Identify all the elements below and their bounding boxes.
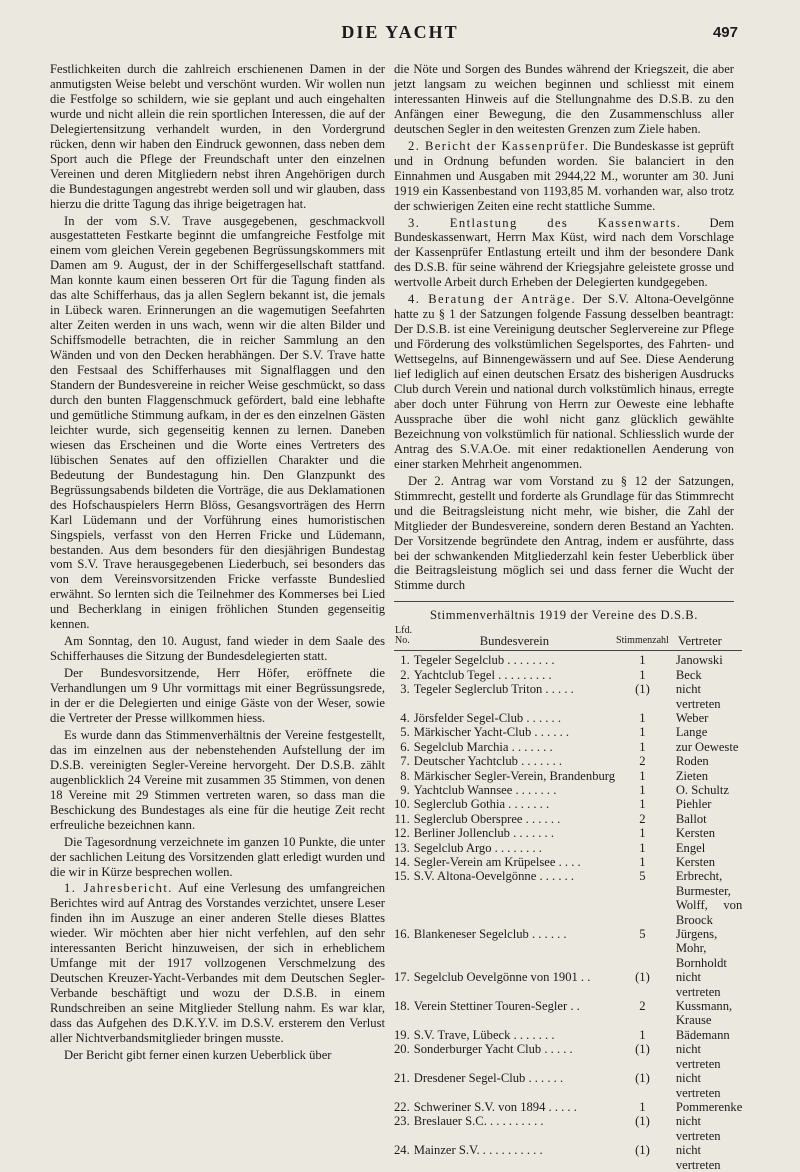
table-row <box>394 754 742 768</box>
vote-count: 1 <box>639 797 646 812</box>
table-row <box>394 855 742 869</box>
club-name: S.V. Altona-Oevelgönne . . . . . . <box>413 869 575 884</box>
paragraph: Es wurde dann das Stimmenverhältnis der Vereine festgestellt, das im einzelnen aus der nebenstehenden Aufstellung der im D.S.B. vereinigten Segler-Vereine hervorgeht. Der D.S.B. zählt augenblicklich 24 Vereine mit zusammen 35 Stimmen, von denen 18 Vereine mit 29 Stimmen vertreten waren, so dass man die Beschickung des Bundestages als eine für die heutige Zeit recht erfreuliche bezeichnen kann. <box>50 727 385 832</box>
vote-table-body <box>394 651 742 1172</box>
paragraph: Die Tagesordnung verzeichnete im ganzen 10 Punkte, die unter der sachlichen Leitung des Vorsitzenden glatt erledigt wurden und die wir in Kürze besprechen wollen. <box>50 834 385 879</box>
agenda-text: Auf eine Verlesung des umfangreichen Berichtes wird auf Antrag des Vorstandes verzichtet, unsere Leser finden ihn im Auszuge an einer anderen Stelle dieses Blattes wieder. Wir möchten aber hier nicht verfehlen, auf den sehr interessanten Bericht hinzuweisen, der sich in erheblichem Umfange mit der 1917 vollzogenen Verschmelzung des Deutschen Kreuzer-Yacht-Verbandes mit dem Deutschen Segler-Verbande beschäftigt und wozu der D.S.B. in einem Rundschreiben an seine Mitglieder Stellung nahm. Es war klar, dass das Aufgehen des D.K.Y.V. im D.S.V. ersterem den Verlust aller Nichtverbandsmitglieder bringen musste. <box>50 881 385 1045</box>
vote-count: 2 <box>639 811 646 826</box>
table-row <box>394 1143 742 1172</box>
row-number: 1. <box>400 653 410 668</box>
vote-count: 1 <box>639 768 646 783</box>
table-row <box>394 812 742 826</box>
club-name: Seglerclub Gothia . . . . . . . <box>413 797 550 812</box>
club-name: Tegeler Seglerclub Triton . . . . . <box>413 682 574 697</box>
representative: Jürgens, Mohr, Bornholdt <box>675 927 727 970</box>
club-name: Blankeneser Segelclub . . . . . . <box>413 927 567 942</box>
vote-count: (1) <box>635 682 650 697</box>
row-number: 13. <box>394 840 410 855</box>
club-name: Deutscher Yachtclub . . . . . . . <box>413 754 563 769</box>
row-number: 18. <box>394 999 410 1014</box>
representative: nicht vertreten <box>675 1071 721 1100</box>
vote-count: 1 <box>639 667 646 682</box>
club-name: Jörsfelder Segel-Club . . . . . . <box>413 710 562 725</box>
table-row <box>394 740 742 754</box>
page-number: 497 <box>712 24 738 41</box>
magazine-title: DIE YACHT <box>341 22 459 42</box>
representative: nicht vertreten <box>675 970 721 999</box>
representative: zur Oeweste <box>675 739 739 754</box>
row-number: 5. <box>400 725 410 740</box>
header-nr: Lfd. No. <box>394 625 414 651</box>
agenda-heading: 1. Jahresbericht. <box>64 881 173 896</box>
paragraph: Der Bericht gibt ferner einen kurzen Ueberblick über <box>64 1047 332 1062</box>
representative: Bädemann <box>675 1027 730 1042</box>
table-row <box>394 841 742 855</box>
vote-count: 1 <box>639 710 646 725</box>
table-row <box>394 725 742 739</box>
row-number: 24. <box>394 1143 410 1158</box>
row-number: 7. <box>400 754 410 769</box>
vote-count: (1) <box>635 1071 650 1086</box>
representative: Engel <box>675 840 706 855</box>
header-representative: Vertreter <box>670 625 742 651</box>
club-name: Berliner Jollenclub . . . . . . . <box>413 826 555 841</box>
club-name: Segler-Verein am Krüpelsee . . . . <box>413 855 581 869</box>
vote-count: 1 <box>639 739 646 754</box>
table-row <box>394 682 742 711</box>
vote-count: (1) <box>635 1042 650 1057</box>
representative: O. Schultz <box>675 782 729 797</box>
representative: Kersten <box>675 855 715 869</box>
agenda-item-3 <box>394 216 734 291</box>
row-number: 4. <box>400 710 410 725</box>
row-number: 14. <box>394 855 410 869</box>
club-name: Verein Stettiner Touren-Segler . . <box>413 999 580 1014</box>
right-column <box>394 62 743 1172</box>
representative: Piehler <box>675 797 712 812</box>
vote-table <box>394 625 742 1172</box>
table-row <box>394 797 742 811</box>
paragraph: die Nöte und Sorgen des Bundes während der Kriegszeit, die aber jetzt langsam zu weichen beginnen und schliesst mit einem interessanten Hinweis auf die Stellungnahme des D.S.B. zu den Anfängen einer Bewegung, die den Zusammenschluss aller deutschen Segler in den weitesten Grenzen zum Ziele haben. <box>394 62 734 136</box>
paragraph: Am Sonntag, den 10. August, fand wieder in dem Saale des Schifferhauses die Sitzung der Bundesdelegierten statt. <box>50 634 385 664</box>
club-name: Tegeler Segelclub . . . . . . . . <box>413 653 555 668</box>
row-number: 10. <box>394 797 410 812</box>
agenda-text: Die Bundeskasse ist geprüft und in Ordnung befunden worden. Sie balanciert in den Einnahmen und Ausgaben mit 2944,22 M., worunter am 30. Juni 1919 ein Kassenbestand von 1193,85 M. vorhanden war, also trotz der schwierigen Zeiten eine recht stattliche Summe. <box>394 138 734 213</box>
club-name: Breslauer S.C. . . . . . . . . . <box>413 1114 544 1129</box>
agenda-item-4 <box>394 292 734 471</box>
row-number: 8. <box>400 768 410 783</box>
table-row <box>394 999 742 1028</box>
vote-count: 2 <box>639 754 646 769</box>
vote-count: (1) <box>635 1114 650 1129</box>
vote-count: 1 <box>639 653 646 668</box>
agenda-text: Dem Bundeskassenwart, Herrn Max Küst, wird nach dem Vorschlage der Kassenprüfer Entlastung erteilt und ihm der besondere Dank des D.S.B. für seine während der Kriegsjahre geleistete grosse und wertvolle Arbeit durch Erheben der Delegierten kundgegeben. <box>394 215 734 290</box>
club-name: Schweriner S.V. von 1894 . . . . . <box>413 1099 577 1114</box>
representative: nicht vertreten <box>675 1042 721 1071</box>
row-number: 12. <box>394 826 410 841</box>
vote-count: 5 <box>639 927 646 942</box>
row-number: 21. <box>394 1071 410 1086</box>
representative: Erbrecht, Burmester, Wolff, von Broock <box>675 869 743 927</box>
table-row <box>394 1071 742 1100</box>
table-row <box>394 783 742 797</box>
club-name: Yachtclub Wannsee . . . . . . . <box>413 782 557 797</box>
row-number: 15. <box>394 869 410 884</box>
club-name: Dresdener Segel-Club . . . . . . <box>413 1071 564 1086</box>
row-number: 3. <box>400 682 410 697</box>
row-number: 20. <box>394 1042 410 1057</box>
vote-count: 1 <box>639 826 646 841</box>
table-row <box>394 826 742 840</box>
table-row <box>394 1028 742 1042</box>
row-number: 19. <box>394 1027 410 1042</box>
vote-count: 1 <box>639 782 646 797</box>
vote-count: 1 <box>639 840 646 855</box>
representative: Pommerenke <box>675 1099 743 1114</box>
club-name: Märkischer Segler-Verein, Brandenburg <box>413 768 616 783</box>
vote-count: 1 <box>639 725 646 740</box>
representative: nicht vertreten <box>675 1114 721 1143</box>
vote-table-title: Stimmenverhältnis 1919 der Vereine des D.S.B. <box>394 601 734 623</box>
representative: Lange <box>675 725 708 740</box>
representative: Janowski <box>675 653 723 668</box>
vote-count: 1 <box>639 855 646 869</box>
club-name: Segelclub Argo . . . . . . . . <box>413 840 542 855</box>
representative: Roden <box>675 754 709 769</box>
row-number: 22. <box>394 1099 410 1114</box>
club-name: Sonderburger Yacht Club . . . . . <box>413 1042 573 1057</box>
representative: Kersten <box>675 826 715 841</box>
agenda-text: Der S.V. Altona-Oevelgönne hatte zu § 1 der Satzungen folgende Fassung desselben beantragt: Der D.S.B. ist eine Vereinigung deutscher Seglervereine zur Pflege und Förderung des volkstümlichen Segelsportes, des Fahrten- und Wettsegelns, auf Binnengewässern und auf See. Diese Aenderung lief lediglich auf einen deutschen Ersatz des bisherigen Ausdrucks Club durch Verein und national durch volkstümlich hinaus, erregte aber doch unter Führung von Herrn zur Oeweste eine lebhafte Aussprache über die wohl nicht ganz glücklich gewählte Bezeichnung von volkstümlich für national. Schliesslich wurde der Antrag des S.V.A.Oe. mit einer redaktionellen Aenderung von einer starken Mehrheit angenommen. <box>394 292 735 471</box>
club-name: Segelclub Marchia . . . . . . . <box>413 739 553 754</box>
row-number: 9. <box>400 782 410 797</box>
table-row <box>394 769 742 783</box>
vote-count: 1 <box>639 1027 646 1042</box>
table-row <box>394 927 742 970</box>
header-club: Bundesverein <box>414 625 615 651</box>
paragraph: Der Bundesvorsitzende, Herr Höfer, eröffnete die Verhandlungen um 9 Uhr vormittags mit einer Begrüssungsrede, in der er die Delegierten und einige Gäste von der Weser, sowie die Vertreter der Presse willkommen hiess. <box>50 666 385 725</box>
row-number: 16. <box>394 927 410 942</box>
representative: Zieten <box>675 768 708 783</box>
row-number: 2. <box>400 667 410 682</box>
agenda-heading: 4. Beratung der Anträge. <box>408 292 577 307</box>
paragraph: Festlichkeiten durch die zahlreich erschienenen Damen in der anmutigsten Weise belebt und verschönt wurden. Wir wollen nun die Festfolge so schildern, wie sie geplant und auch eingehalten wurde und nicht allein die rein sportlichen Interessen, die auf der Delegiertensitzung verhandelt wurden, in den Vordergrund rücken, denn wir haben den Eindruck gewonnen, dass neben dem Sport auch die Pflege der Freundschaft unter den einzelnen Vereinen und deren Mitgliedern nebst ihren Angehörigen durch die Bundestagungen angestrebt werden soll und wir glauben, dass hierzu die dritte Tagung das ihrige beigetragen hat. <box>50 62 385 211</box>
club-name: Mainzer S.V. . . . . . . . . . . <box>413 1143 543 1158</box>
table-row <box>394 668 742 682</box>
row-number: 17. <box>394 970 410 985</box>
vote-count: 2 <box>639 999 646 1014</box>
agenda-item-2 <box>394 139 734 214</box>
page-header <box>0 18 800 48</box>
club-name: S.V. Trave, Lübeck . . . . . . . <box>413 1027 555 1042</box>
table-row <box>394 1100 742 1114</box>
vote-table-header <box>394 625 742 651</box>
representative: nicht vertreten <box>675 1143 721 1172</box>
header-votes: Stimmenzahl <box>615 625 670 651</box>
agenda-heading: 3. Entlastung des Kassenwarts. <box>408 215 682 230</box>
table-row <box>394 970 742 999</box>
vote-count: (1) <box>635 1143 650 1158</box>
representative: Ballot <box>675 811 707 826</box>
representative: Weber <box>675 710 709 725</box>
left-column <box>50 62 385 1065</box>
table-row <box>394 711 742 725</box>
club-name: Märkischer Yacht-Club . . . . . . <box>413 725 570 740</box>
table-row <box>394 869 742 927</box>
row-number: 23. <box>394 1114 410 1129</box>
paragraph: In der vom S.V. Trave ausgegebenen, geschmackvoll ausgestatteten Festkarte beginnt die umfangreiche Festfolge mit einem vom gleichen Verein gegebenen Begrüssungskommers mit Damen am 9. August, der in der Schiffergesellschaft stattfand. Man konnte kaum einen besseren Ort für die Tagung finden als das alte Schifferhaus, das ja allen Seglern bekannt ist, die jemals in Lübeck waren. Erinnerungen an die wagemutigen Seefahrten alter Zeiten werden in uns wach, wenn wir die alten Bilder und Schiffsmodelle betrachten, die in reicher Sammlung an den Wänden und von den Decken herabhängen. Der S.V. Trave hatte den Festsaal des Schifferhauses mit Signalflaggen und den Standern der Bundesvereine in reicher Weise geschmückt, so dass durch den bunten Flaggenschmuck gefördert, bald eine lebhafte und gemütliche Stimmung aufkam, in der es den einzelnen Gästen leichter wurde, sich gegenseitig kennen zu lernen. Daneben wiesen das Erscheinen und die Worte eines Vertreters des lübischen Senates auf den offiziellen Charakter und die Bedeutung der Bundestagung hin. Den Glanzpunkt des Begrüssungsabends bildeten die Vorträge, die aus Deklamationen des Hofschauspielers Herrn Blöss, Gesangsvorträgen des Herrn Karl Lüdemann und der Vorführung eines humoristischen Singspiels, verfasst von den Herren Fricke und Lüdemann, bestanden. Aus dem besonders für den diesjährigen Bundestag vom S.V. Trave herausgegebenen Liederbuch, sei besonders das von dem Vereinsvorsitzenden Fricke verfasste Bundeslied erwähnt. So lernten sich die Teilnehmer des Kommerses bei Lied und Becherklang in einigen fröhlichen Stunden gegenseitig kennen. <box>50 213 385 632</box>
representative: nicht vertreten <box>675 682 721 711</box>
vote-count: 5 <box>639 869 646 884</box>
agenda-item-1 <box>50 881 385 1045</box>
representative: Kussmann, Krause <box>675 999 733 1028</box>
table-row <box>394 651 742 668</box>
row-number: 11. <box>394 811 410 826</box>
representative: Beck <box>675 667 702 682</box>
club-name: Yachtclub Tegel . . . . . . . . . <box>413 667 552 682</box>
vote-count: 1 <box>639 1099 646 1114</box>
vote-count: (1) <box>635 970 650 985</box>
club-name: Segelclub Oevelgönne von 1901 . . <box>413 970 591 985</box>
table-row <box>394 1042 742 1071</box>
paragraph: Der 2. Antrag war vom Vorstand zu § 12 der Satzungen, Stimmrecht, gestellt und forderte als Grundlage für das Stimmrecht und die Beitragsleistung nicht mehr, wie bisher, die Zahl der Mitglieder der Bundesvereine, sondern deren Bestand an Yachten. Der Vorsitzende begründete den Antrag, indem er ausführte, dass bei der schwankenden Mitgliederzahl kein fester Ueberblick über die Beitragsleistung möglich sei und dass ferner die Wucht der Stimme durch <box>394 473 734 593</box>
agenda-heading: 2. Bericht der Kassenprüfer. <box>408 138 590 153</box>
row-number: 6. <box>400 739 410 754</box>
club-name: Seglerclub Oberspree . . . . . . <box>413 811 561 826</box>
